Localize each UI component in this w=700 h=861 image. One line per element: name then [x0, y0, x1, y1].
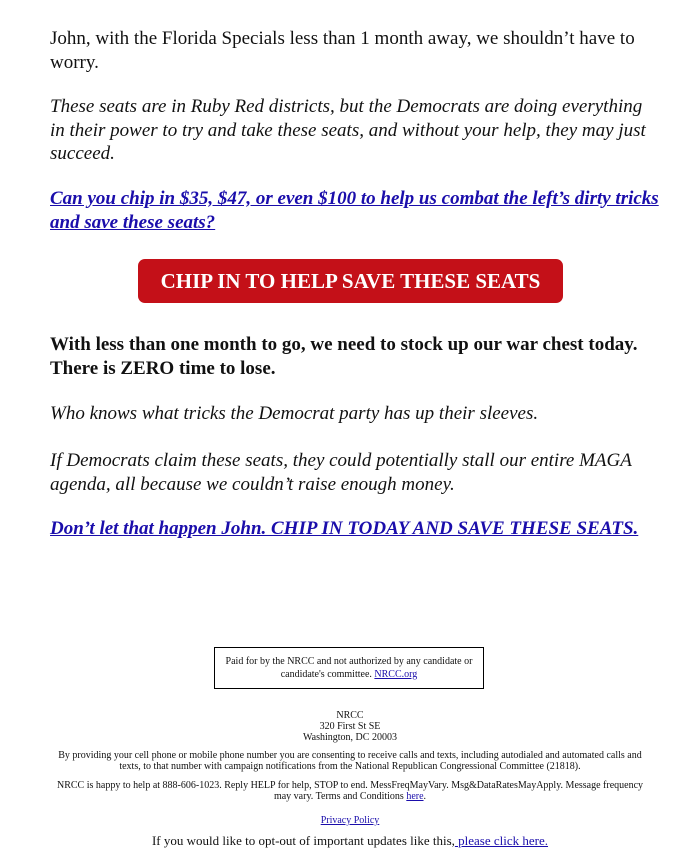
opt-out-row	[0, 833, 700, 849]
address-org: NRCC	[336, 710, 364, 721]
paid-for-disclaimer	[214, 647, 484, 689]
address-street: 320 First St SE	[319, 721, 381, 732]
address-city: Washington, DC 20003	[303, 732, 397, 743]
ruby-red-paragraph: These seats are in Ruby Red districts, but the Democrats are doing everything in their power to try and take these seats, and without your help, they may just succeed.	[50, 96, 646, 164]
terms-link[interactable]: here	[406, 791, 424, 802]
maga-agenda-paragraph: If Democrats claim these seats, they could potentially stall our entire MAGA agenda, all because we couldn’t raise enough money.	[50, 450, 632, 495]
privacy-policy-link[interactable]: Privacy Policy	[320, 815, 380, 826]
opt-out-link[interactable]: please click here.	[454, 833, 549, 848]
opt-out-text: If you would like to opt-out of important updates like this,	[151, 833, 455, 848]
help-end: .	[423, 791, 427, 802]
chip-in-amount-link[interactable]: Can you chip in $35, $47, or even $100 to help us combat the left’s dirty tricks and save these seats?	[50, 188, 659, 233]
consent-text: By providing your cell phone or mobile phone number you are consenting to receive calls and texts, including autodialed and automated calls and texts, to that number with campaign notifications from the National Republican Congressional Committee (21818).	[58, 750, 642, 772]
disclaimer-text: Paid for by the NRCC and not authorized by any candidate or candidate's committee.	[225, 656, 473, 680]
help-text	[48, 780, 652, 802]
help-message: NRCC is happy to help at 888-606-1023. Reply HELP for help, STOP to end. MessFreqMayVary. Msg&DataRatesMayApply. Message frequency may vary. Terms and Conditions	[56, 780, 644, 802]
intro-paragraph: John, with the Florida Specials less than 1 month away, we shouldn’t have to worry.	[50, 28, 635, 73]
address-block	[0, 710, 700, 743]
privacy-row	[0, 815, 700, 826]
tricks-paragraph: Who knows what tricks the Democrat party has up their sleeves.	[50, 403, 539, 424]
chip-in-button[interactable]: CHIP IN TO HELP SAVE THESE SEATS	[138, 259, 563, 303]
chip-in-today-link[interactable]: Don’t let that happen John. CHIP IN TODAY AND SAVE THESE SEATS.	[50, 518, 639, 539]
nrcc-org-link[interactable]: NRCC.org	[374, 668, 418, 680]
war-chest-paragraph: With less than one month to go, we need to stock up our war chest today. There is ZERO time to lose.	[50, 334, 638, 379]
